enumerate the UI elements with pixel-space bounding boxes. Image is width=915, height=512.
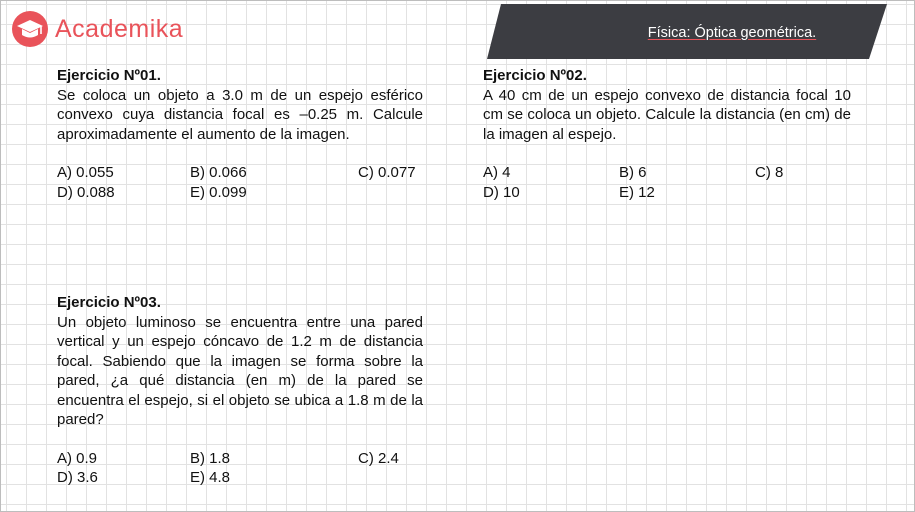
option-a: A) 4 [483, 164, 511, 181]
exercise-3 [57, 293, 423, 488]
answer-options [57, 449, 423, 488]
exercise-1 [57, 66, 423, 202]
option-b: B) 0.066 [190, 164, 247, 181]
option-d: D) 10 [483, 183, 520, 201]
option-d: D) 3.6 [57, 469, 98, 486]
graduation-cap-icon [11, 10, 49, 48]
option-c: C) 0.077 [358, 164, 416, 181]
answer-options [57, 163, 423, 202]
brand-name: Academika [55, 14, 184, 43]
option-b: B) 1.8 [190, 449, 231, 467]
topic-banner [487, 4, 887, 59]
exercise-2 [483, 66, 851, 202]
exercise-statement: A 40 cm de un espejo convexo de distancia focal 10 cm se coloca un objeto. Calcule la distancia (en cm) de la imagen al espejo. [483, 86, 851, 143]
option-e: E) 12 [619, 183, 655, 201]
exercise-statement: Se coloca un objeto a 3.0 m de un espejo esférico convexo cuya distancia focal es –0.25 m. Calcule aproximadamente el aumento de la imagen. [57, 86, 423, 143]
answer-options [483, 163, 851, 202]
option-c: C) 8 [755, 164, 784, 181]
exercise-title: Ejercicio Nº02. [483, 67, 587, 84]
exercise-statement: Un objeto luminoso se encuentra entre una pared vertical y un espejo cóncavo de 1.2 m de distancia focal. Sabiendo que la imagen se forma sobre la pared, ¿a qué distancia (en m) de la pared se encuentra el espejo, si el objeto se ubica a 1.8 m de la pared? [57, 313, 423, 428]
exercise-title: Ejercicio Nº01. [57, 67, 161, 84]
option-b: B) 6 [619, 164, 647, 181]
option-a: A) 0.055 [57, 164, 114, 181]
topic-title: Física: Óptica geométrica. [647, 25, 817, 41]
option-d: D) 0.088 [57, 183, 115, 201]
option-a: A) 0.9 [57, 449, 98, 467]
option-c: C) 2.4 [358, 449, 399, 467]
exercise-title: Ejercicio Nº03. [57, 294, 161, 311]
brand-logo [11, 10, 183, 48]
option-e: E) 4.8 [190, 469, 231, 486]
option-e: E) 0.099 [190, 183, 247, 201]
